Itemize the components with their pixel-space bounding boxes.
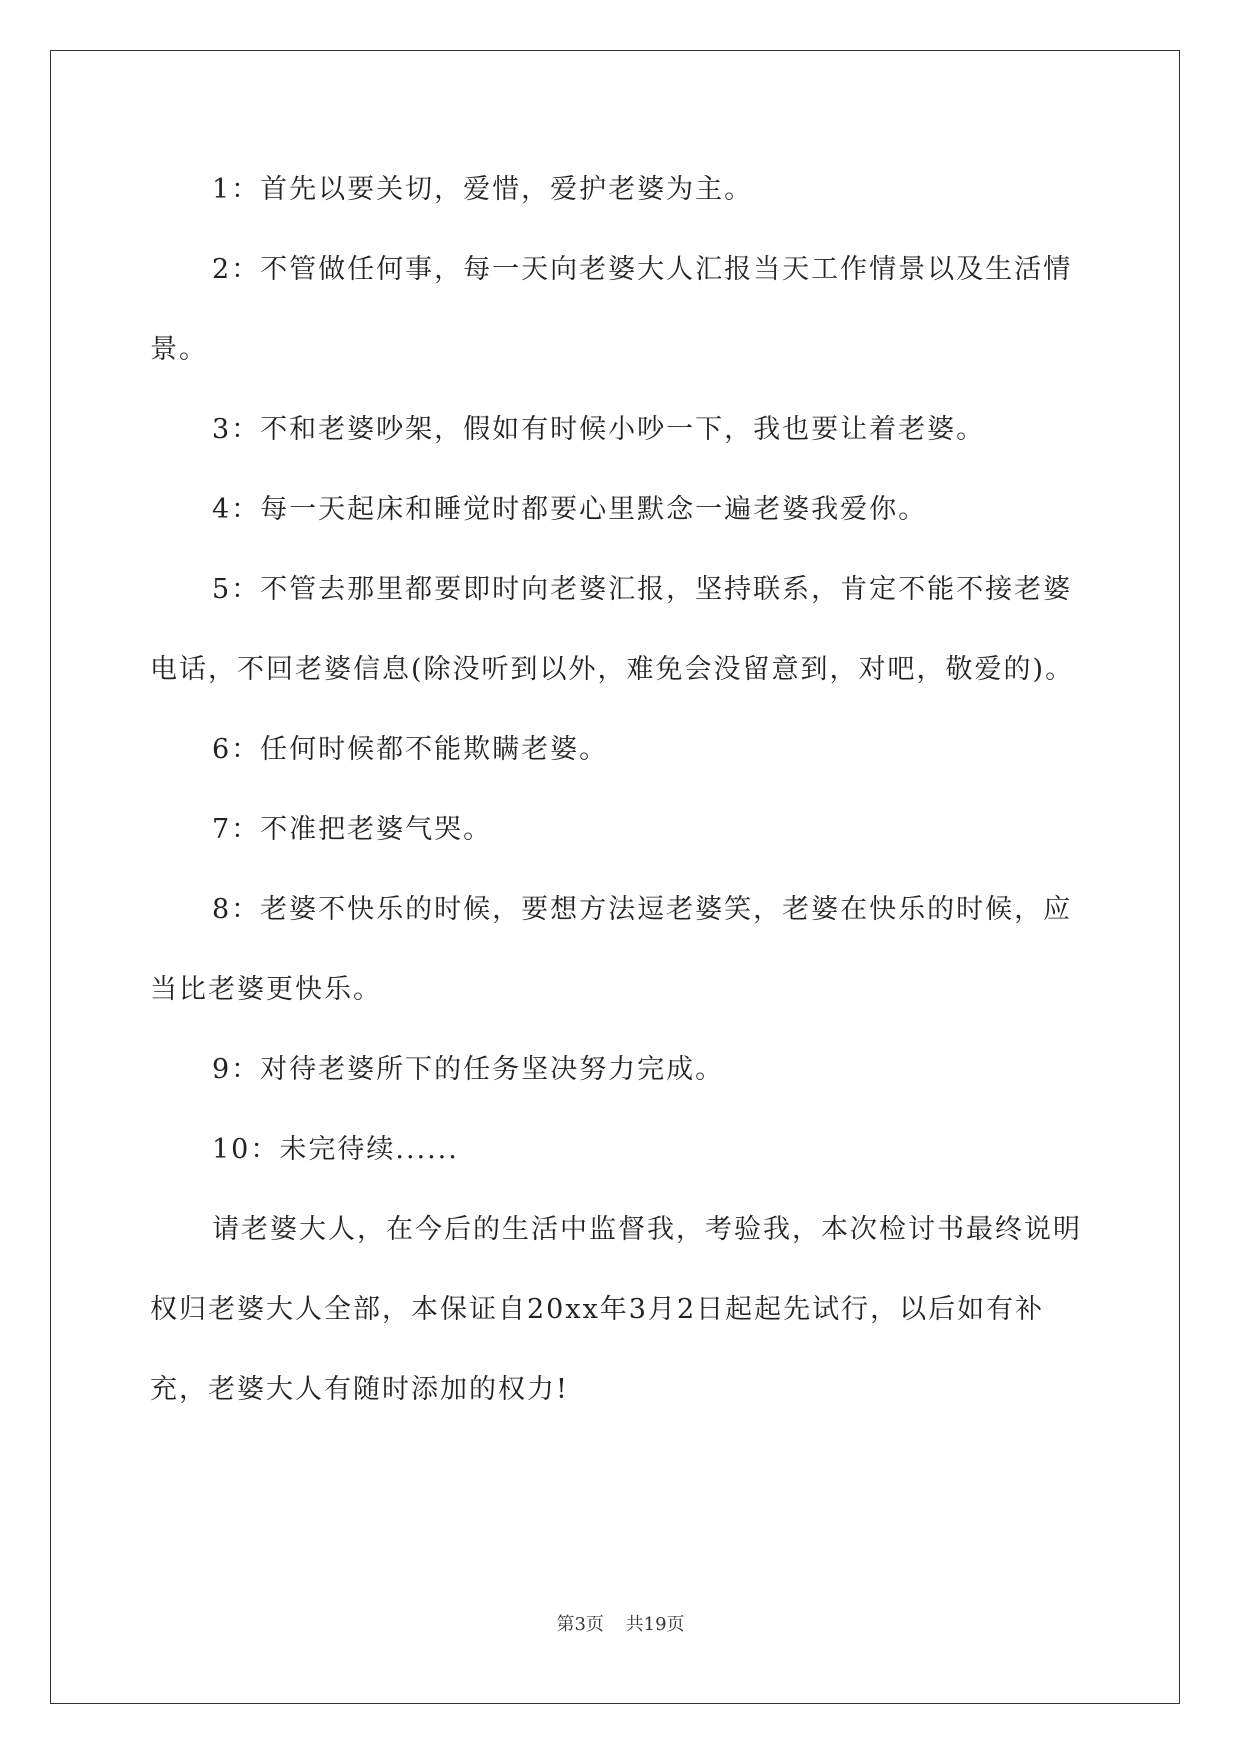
page-number-current: 第3页 [556,1614,604,1635]
paragraph-9: 9：对待老婆所下的任务坚决努力完成。 [212,1054,725,1085]
document-body [150,150,1090,1430]
paragraph-7: 7：不准把老婆气哭。 [212,814,493,845]
paragraph-3: 3：不和老婆吵架，假如有时候小吵一下，我也要让着老婆。 [212,414,986,445]
paragraph-5: 5：不管去那里都要即时向老婆汇报，坚持联系，肯定不能不接老婆电话，不回老婆信息(除没听到以外，难免会没留意到，对吧，敬爱的)。 [150,574,1075,685]
paragraph-4: 4：每一天起床和睡觉时都要心里默念一遍老婆我爱你。 [212,494,928,525]
paragraph-1: 1：首先以要关切，爱惜，爱护老婆为主。 [212,174,754,205]
paragraph-10: 10：未完待续...... [212,1134,459,1165]
page-footer [0,1610,1241,1636]
page-number-total: 共19页 [625,1614,685,1635]
paragraph-6: 6：任何时候都不能欺瞒老婆。 [212,734,609,765]
paragraph-8: 8：老婆不快乐的时候，要想方法逗老婆笑，老婆在快乐的时候，应当比老婆更快乐。 [150,894,1073,1005]
paragraph-2: 2：不管做任何事，每一天向老婆大人汇报当天工作情景以及生活情景。 [150,254,1073,365]
paragraph-closing: 请老婆大人，在今后的生活中监督我，考验我，本次检讨书最终说明权归老婆大人全部，本保证自20xx年3月2日起起先试行，以后如有补充，老婆大人有随时添加的权力! [150,1214,1082,1405]
